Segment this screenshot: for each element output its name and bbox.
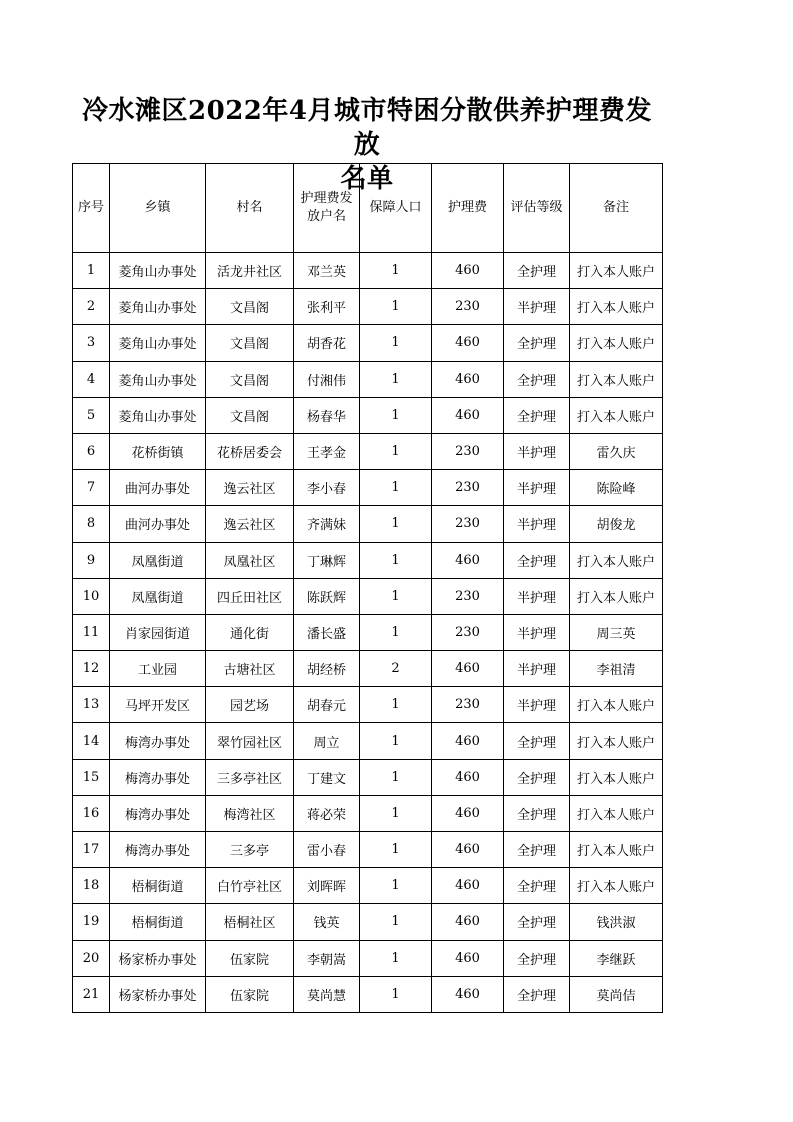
cell-remarks: 周三英 <box>570 614 663 650</box>
table-row <box>73 904 663 940</box>
cell-township: 曲河办事处 <box>110 470 206 506</box>
cell-recipient: 钱英 <box>294 904 360 940</box>
table-row <box>73 976 663 1012</box>
cell-remarks: 打入本人账户 <box>570 325 663 361</box>
cell-recipient: 付湘伟 <box>294 361 360 397</box>
cell-grade: 半护理 <box>504 578 570 614</box>
cell-index: 18 <box>73 868 110 904</box>
cell-index: 8 <box>73 506 110 542</box>
cell-township: 工业园 <box>110 651 206 687</box>
table-row <box>73 433 663 469</box>
cell-fee: 460 <box>432 325 504 361</box>
cell-village: 文昌阁 <box>206 325 294 361</box>
table-row <box>73 940 663 976</box>
cell-recipient: 丁琳辉 <box>294 542 360 578</box>
cell-village: 伍家院 <box>206 976 294 1012</box>
cell-township: 花桥街镇 <box>110 433 206 469</box>
cell-index: 20 <box>73 940 110 976</box>
cell-index: 5 <box>73 397 110 433</box>
title-line-1: 冷水滩区2022年4月城市特困分散供养护理费发放 <box>82 96 652 160</box>
table-row <box>73 470 663 506</box>
cell-fee: 230 <box>432 614 504 650</box>
table-row <box>73 614 663 650</box>
cell-index: 17 <box>73 832 110 868</box>
cell-remarks: 打入本人账户 <box>570 397 663 433</box>
cell-township: 杨家桥办事处 <box>110 940 206 976</box>
cell-village: 白竹亭社区 <box>206 868 294 904</box>
header-cell-grade: 评估等级 <box>504 164 570 253</box>
cell-index: 12 <box>73 651 110 687</box>
cell-township: 菱角山办事处 <box>110 325 206 361</box>
table-row <box>73 578 663 614</box>
cell-recipient: 潘长盛 <box>294 614 360 650</box>
cell-fee: 230 <box>432 578 504 614</box>
cell-village: 翠竹园社区 <box>206 723 294 759</box>
cell-remarks: 李祖清 <box>570 651 663 687</box>
cell-grade: 全护理 <box>504 832 570 868</box>
cell-village: 活龙井社区 <box>206 253 294 289</box>
nursing-fee-table <box>72 163 663 1013</box>
cell-grade: 全护理 <box>504 759 570 795</box>
cell-township: 菱角山办事处 <box>110 289 206 325</box>
cell-recipient: 杨春华 <box>294 397 360 433</box>
cell-village: 梅湾社区 <box>206 795 294 831</box>
table-row <box>73 759 663 795</box>
cell-recipient: 刘晖晖 <box>294 868 360 904</box>
cell-population: 1 <box>360 976 432 1012</box>
header-cell-village: 村名 <box>206 164 294 253</box>
cell-remarks: 打入本人账户 <box>570 868 663 904</box>
cell-township: 菱角山办事处 <box>110 253 206 289</box>
cell-recipient: 李小春 <box>294 470 360 506</box>
cell-grade: 半护理 <box>504 470 570 506</box>
cell-remarks: 李继跃 <box>570 940 663 976</box>
cell-index: 1 <box>73 253 110 289</box>
table-row <box>73 325 663 361</box>
cell-village: 古塘社区 <box>206 651 294 687</box>
header-cell-index: 序号 <box>73 164 110 253</box>
cell-grade: 全护理 <box>504 397 570 433</box>
cell-grade: 半护理 <box>504 506 570 542</box>
table-body <box>73 253 663 1013</box>
cell-village: 文昌阁 <box>206 397 294 433</box>
cell-index: 10 <box>73 578 110 614</box>
cell-fee: 460 <box>432 723 504 759</box>
cell-village: 园艺场 <box>206 687 294 723</box>
cell-fee: 460 <box>432 795 504 831</box>
cell-recipient: 胡香花 <box>294 325 360 361</box>
cell-population: 1 <box>360 759 432 795</box>
cell-grade: 半护理 <box>504 614 570 650</box>
header-cell-recipient: 护理费发放户名 <box>294 164 360 253</box>
cell-index: 19 <box>73 904 110 940</box>
table-row <box>73 723 663 759</box>
cell-village: 逸云社区 <box>206 506 294 542</box>
cell-village: 文昌阁 <box>206 289 294 325</box>
cell-township: 梅湾办事处 <box>110 759 206 795</box>
table-row <box>73 651 663 687</box>
cell-village: 文昌阁 <box>206 361 294 397</box>
cell-fee: 460 <box>432 976 504 1012</box>
cell-population: 1 <box>360 506 432 542</box>
cell-population: 1 <box>360 289 432 325</box>
cell-grade: 全护理 <box>504 940 570 976</box>
table-row <box>73 795 663 831</box>
cell-population: 1 <box>360 940 432 976</box>
cell-population: 2 <box>360 651 432 687</box>
cell-index: 16 <box>73 795 110 831</box>
cell-village: 逸云社区 <box>206 470 294 506</box>
cell-township: 凤凰街道 <box>110 578 206 614</box>
cell-remarks: 打入本人账户 <box>570 578 663 614</box>
cell-village: 通化街 <box>206 614 294 650</box>
cell-fee: 230 <box>432 687 504 723</box>
cell-fee: 230 <box>432 506 504 542</box>
header-cell-population: 保障人口 <box>360 164 432 253</box>
cell-remarks: 陈险峰 <box>570 470 663 506</box>
cell-village: 梧桐社区 <box>206 904 294 940</box>
cell-index: 13 <box>73 687 110 723</box>
cell-recipient: 李朝嵩 <box>294 940 360 976</box>
cell-village: 凤凰社区 <box>206 542 294 578</box>
cell-remarks: 钱洪淑 <box>570 904 663 940</box>
title-line-2: 名单 <box>340 164 394 194</box>
table-row <box>73 687 663 723</box>
cell-township: 梅湾办事处 <box>110 723 206 759</box>
cell-remarks: 打入本人账户 <box>570 253 663 289</box>
cell-index: 21 <box>73 976 110 1012</box>
cell-township: 马坪开发区 <box>110 687 206 723</box>
cell-township: 菱角山办事处 <box>110 397 206 433</box>
cell-fee: 460 <box>432 651 504 687</box>
cell-remarks: 打入本人账户 <box>570 832 663 868</box>
cell-remarks: 打入本人账户 <box>570 759 663 795</box>
header-cell-fee: 护理费 <box>432 164 504 253</box>
cell-recipient: 齐满妹 <box>294 506 360 542</box>
cell-recipient: 张利平 <box>294 289 360 325</box>
cell-township: 菱角山办事处 <box>110 361 206 397</box>
cell-grade: 半护理 <box>504 651 570 687</box>
cell-recipient: 胡春元 <box>294 687 360 723</box>
table-row <box>73 506 663 542</box>
cell-index: 4 <box>73 361 110 397</box>
cell-fee: 230 <box>432 470 504 506</box>
cell-index: 6 <box>73 433 110 469</box>
cell-remarks: 打入本人账户 <box>570 795 663 831</box>
cell-fee: 460 <box>432 397 504 433</box>
cell-township: 曲河办事处 <box>110 506 206 542</box>
cell-population: 1 <box>360 361 432 397</box>
cell-fee: 460 <box>432 868 504 904</box>
cell-recipient: 邓兰英 <box>294 253 360 289</box>
cell-village: 花桥居委会 <box>206 433 294 469</box>
cell-village: 三多亭社区 <box>206 759 294 795</box>
cell-township: 肖家园街道 <box>110 614 206 650</box>
cell-population: 1 <box>360 325 432 361</box>
cell-fee: 230 <box>432 289 504 325</box>
cell-population: 1 <box>360 578 432 614</box>
cell-population: 1 <box>360 253 432 289</box>
table-row <box>73 868 663 904</box>
cell-population: 1 <box>360 832 432 868</box>
cell-fee: 230 <box>432 433 504 469</box>
cell-recipient: 胡经桥 <box>294 651 360 687</box>
cell-grade: 全护理 <box>504 361 570 397</box>
cell-remarks: 打入本人账户 <box>570 289 663 325</box>
cell-grade: 全护理 <box>504 976 570 1012</box>
table-row <box>73 832 663 868</box>
table-row <box>73 397 663 433</box>
cell-grade: 全护理 <box>504 325 570 361</box>
cell-remarks: 莫尚佶 <box>570 976 663 1012</box>
cell-remarks: 打入本人账户 <box>570 361 663 397</box>
cell-township: 梧桐街道 <box>110 904 206 940</box>
cell-index: 9 <box>73 542 110 578</box>
cell-population: 1 <box>360 795 432 831</box>
cell-township: 梧桐街道 <box>110 868 206 904</box>
cell-grade: 全护理 <box>504 868 570 904</box>
table-row <box>73 361 663 397</box>
cell-population: 1 <box>360 687 432 723</box>
cell-remarks: 打入本人账户 <box>570 542 663 578</box>
cell-index: 11 <box>73 614 110 650</box>
cell-township: 梅湾办事处 <box>110 795 206 831</box>
cell-population: 1 <box>360 614 432 650</box>
cell-grade: 全护理 <box>504 723 570 759</box>
cell-remarks: 打入本人账户 <box>570 723 663 759</box>
cell-population: 1 <box>360 397 432 433</box>
cell-index: 15 <box>73 759 110 795</box>
header-cell-township: 乡镇 <box>110 164 206 253</box>
cell-fee: 460 <box>432 361 504 397</box>
table-row <box>73 253 663 289</box>
cell-fee: 460 <box>432 904 504 940</box>
cell-fee: 460 <box>432 542 504 578</box>
cell-township: 凤凰街道 <box>110 542 206 578</box>
cell-recipient: 丁建文 <box>294 759 360 795</box>
cell-remarks: 打入本人账户 <box>570 687 663 723</box>
cell-remarks: 雷久庆 <box>570 433 663 469</box>
cell-village: 四丘田社区 <box>206 578 294 614</box>
cell-grade: 全护理 <box>504 542 570 578</box>
header-cell-remarks: 备注 <box>570 164 663 253</box>
cell-recipient: 周立 <box>294 723 360 759</box>
cell-fee: 460 <box>432 832 504 868</box>
cell-index: 7 <box>73 470 110 506</box>
cell-grade: 全护理 <box>504 253 570 289</box>
cell-fee: 460 <box>432 940 504 976</box>
cell-recipient: 王孝金 <box>294 433 360 469</box>
table-row <box>73 289 663 325</box>
cell-grade: 半护理 <box>504 687 570 723</box>
cell-index: 2 <box>73 289 110 325</box>
cell-population: 1 <box>360 470 432 506</box>
cell-population: 1 <box>360 433 432 469</box>
cell-index: 14 <box>73 723 110 759</box>
cell-population: 1 <box>360 868 432 904</box>
cell-recipient: 陈跃辉 <box>294 578 360 614</box>
cell-grade: 半护理 <box>504 433 570 469</box>
cell-population: 1 <box>360 542 432 578</box>
cell-population: 1 <box>360 904 432 940</box>
cell-village: 伍家院 <box>206 940 294 976</box>
header-row <box>73 164 663 253</box>
cell-grade: 半护理 <box>504 289 570 325</box>
cell-index: 3 <box>73 325 110 361</box>
cell-recipient: 莫尚慧 <box>294 976 360 1012</box>
cell-grade: 全护理 <box>504 904 570 940</box>
cell-fee: 460 <box>432 253 504 289</box>
cell-recipient: 蒋必荣 <box>294 795 360 831</box>
cell-recipient: 雷小春 <box>294 832 360 868</box>
cell-township: 杨家桥办事处 <box>110 976 206 1012</box>
cell-population: 1 <box>360 723 432 759</box>
cell-fee: 460 <box>432 759 504 795</box>
table-row <box>73 542 663 578</box>
cell-village: 三多亭 <box>206 832 294 868</box>
cell-township: 梅湾办事处 <box>110 832 206 868</box>
cell-remarks: 胡俊龙 <box>570 506 663 542</box>
cell-grade: 全护理 <box>504 795 570 831</box>
